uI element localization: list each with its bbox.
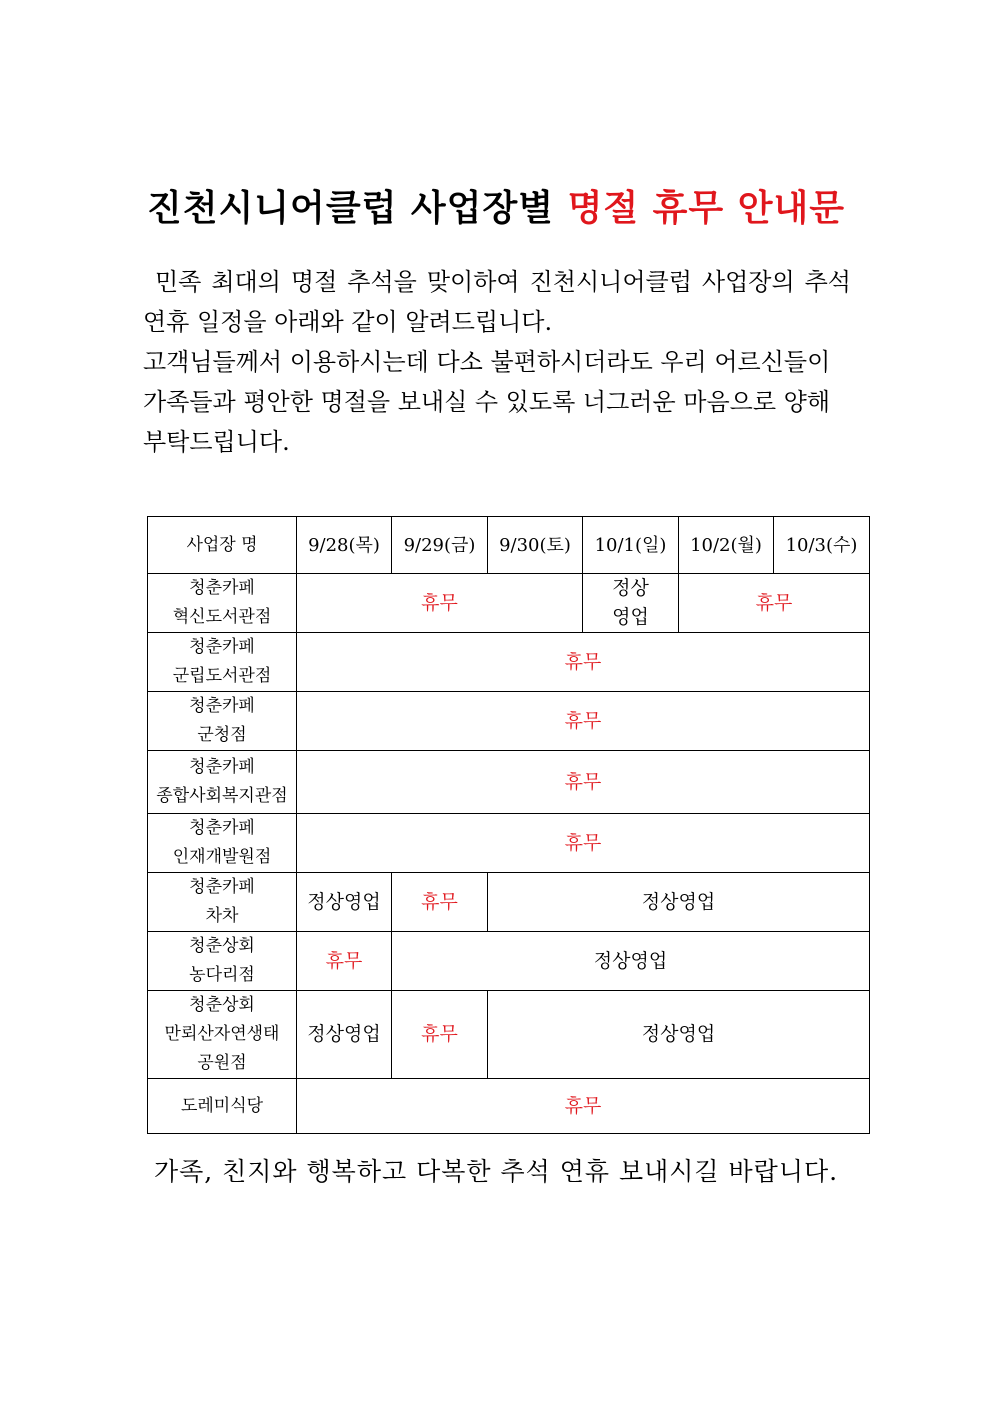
table-row [148, 814, 870, 873]
header-date: 9/30(토) [488, 517, 583, 574]
intro-paragraph-2: 고객님들께서 이용하시는데 다소 불편하시더라도 우리 어르신들이 가족들과 평안한 명절을 보내실 수 있도록 너그러운 마음으로 양해 부탁드립니다. [143, 348, 831, 456]
status-closed: 휴무 [392, 873, 488, 932]
title-highlight: 명절 휴무 안내문 [567, 188, 846, 229]
status-closed: 휴무 [297, 932, 392, 991]
page-title [0, 180, 992, 231]
table-header-row [148, 517, 870, 574]
table-row [148, 574, 870, 633]
status-open: 정상영업 [392, 932, 870, 991]
holiday-schedule-table [147, 516, 870, 1134]
workplace-name: 청춘카페 인재개발원점 [148, 814, 297, 873]
header-date: 9/29(금) [392, 517, 488, 574]
table-row [148, 1079, 870, 1134]
header-date: 10/2(월) [679, 517, 774, 574]
header-date: 9/28(목) [297, 517, 392, 574]
table-row [148, 692, 870, 751]
intro-text [143, 262, 851, 462]
header-date: 10/3(수) [774, 517, 870, 574]
table-row [148, 873, 870, 932]
status-closed: 휴무 [297, 633, 870, 692]
table-row [148, 932, 870, 991]
status-closed: 휴무 [297, 1079, 870, 1134]
workplace-name: 청춘카페 차차 [148, 873, 297, 932]
table-row [148, 633, 870, 692]
status-open: 정상 영업 [583, 574, 679, 633]
table-row [148, 991, 870, 1079]
status-closed: 휴무 [297, 574, 583, 633]
workplace-name: 청춘카페 혁신도서관점 [148, 574, 297, 633]
closing-message: 가족, 친지와 행복하고 다복한 추석 연휴 보내시길 바랍니다. [153, 1157, 839, 1186]
workplace-name: 청춘상회 농다리점 [148, 932, 297, 991]
header-workplace-name: 사업장 명 [148, 517, 297, 574]
status-closed: 휴무 [392, 991, 488, 1079]
status-closed: 휴무 [297, 814, 870, 873]
workplace-name: 청춘카페 종합사회복지관점 [148, 751, 297, 814]
header-date: 10/1(일) [583, 517, 679, 574]
workplace-name: 청춘상회 만뢰산자연생태 공원점 [148, 991, 297, 1079]
intro-paragraph-1: 민족 최대의 명절 추석을 맞이하여 진천시니어클럽 사업장의 추석 연휴 일정을 아래와 같이 알려드립니다. [143, 268, 851, 336]
status-closed: 휴무 [679, 574, 870, 633]
workplace-name: 청춘카페 군립도서관점 [148, 633, 297, 692]
status-closed: 휴무 [297, 692, 870, 751]
status-closed: 휴무 [297, 751, 870, 814]
table-row [148, 751, 870, 814]
status-open: 정상영업 [297, 873, 392, 932]
workplace-name: 도레미식당 [148, 1079, 297, 1134]
title-main: 진천시니어클럽 사업장별 [146, 188, 555, 229]
status-open: 정상영업 [488, 991, 870, 1079]
status-open: 정상영업 [488, 873, 870, 932]
workplace-name: 청춘카페 군청점 [148, 692, 297, 751]
status-open: 정상영업 [297, 991, 392, 1079]
